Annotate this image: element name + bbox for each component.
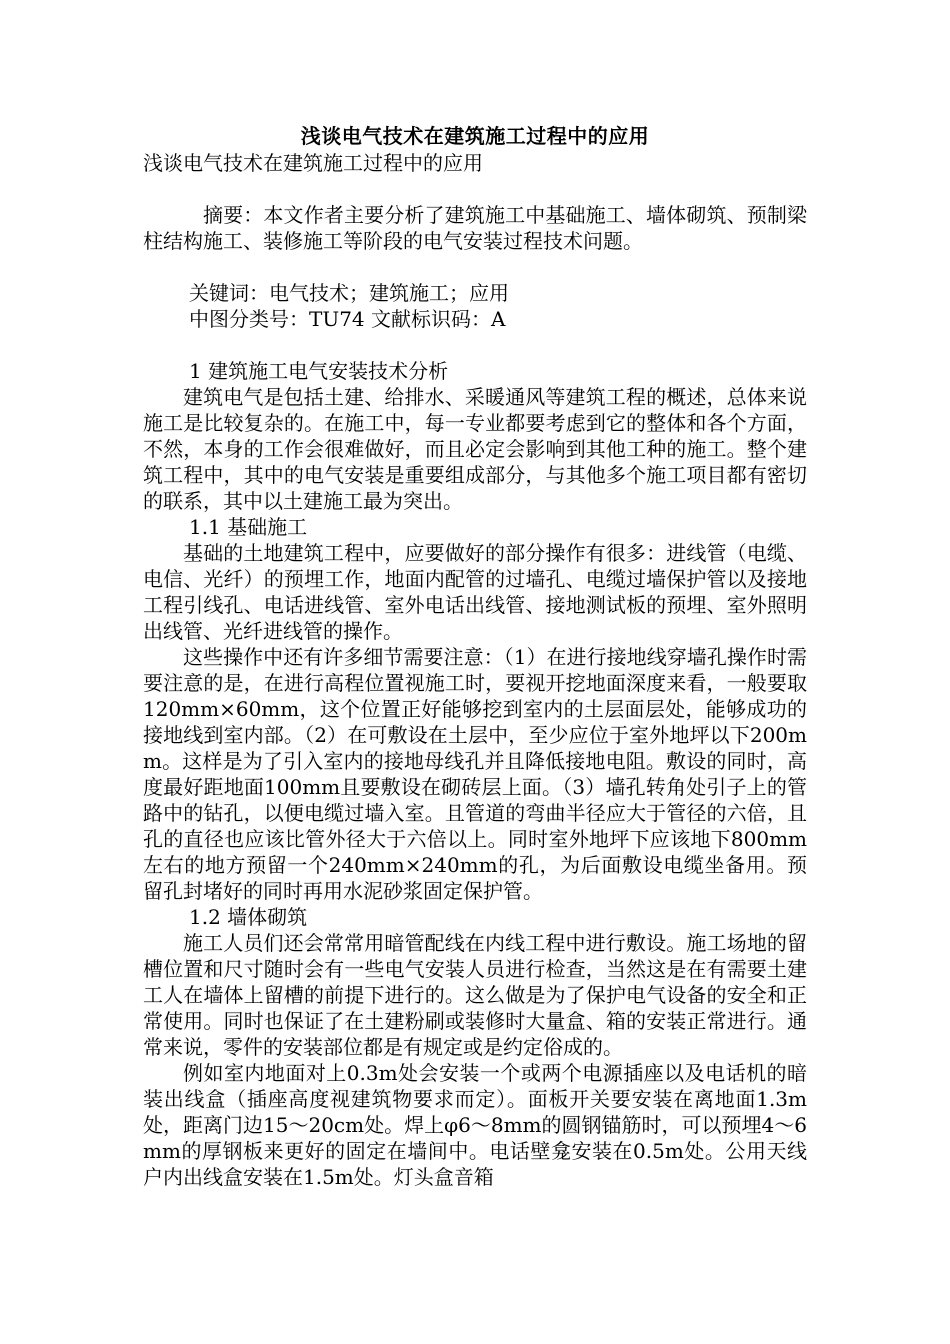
section-1-2-paragraph-2: 例如室内地面对上0.3m处会安装一个或两个电源插座以及电话机的暗装出线盒（插座高度视建筑物要求而定）。面板开关要安装在离地面1.3m处，距离门边15～20cm处。焊上φ6～8mm的圆钢锚筋时，可以预埋4～6mm的厚钢板来更好的固定在墙间中。电话壁龛安装在0.5m处。公用天线户内出线盒安装在1.5m处。灯头盒音箱 (143, 1061, 807, 1189)
spacer (143, 254, 807, 280)
classification-line: 中图分类号：TU74 文献标识码：A (189, 307, 506, 331)
section-1-2-paragraph-1: 施工人员们还会常常用暗管配线在内线工程中进行敷设。施工场地的留槽位置和尺寸随时会有一些电气安装人员进行检查，当然这是在有需要土建工人在墙体上留槽的前提下进行的。这么做是为了保护电气设备的安全和正常使用。同时也保证了在土建粉刷或装修时大量盒、箱的安装正常进行。通常来说，零件的安装部位都是有规定或是约定俗成的。 (143, 931, 807, 1059)
section-1-1-paragraph-2: 这些操作中还有许多细节需要注意：（1）在进行接地线穿墙孔操作时需要注意的是，在进行高程位置视施工时，要视开挖地面深度来看，一般要取120mm×60mm，这个位置正好能够挖到室内的土层面层处，能够成功的接地线到室内部。（2）在可敷设在土层中，至少应位于室外地坪以下200mm。这样是为了引入室内的接地母线孔并且降低接地电阻。敷设的同时，高度最好距地面100mm且要敷设在砌砖层上面。（3）墙孔转角处引子上的管路中的钻孔，以便电缆过墙入室。且管道的弯曲半径应大于管径的六倍，且孔的直径也应该比管外径大于六倍以上。同时室外地坪下应该地下800mm左右的地方预留一个240mm×240mm的孔，为后面敷设电缆坐备用。预留孔封堵好的同时再用水泥砂浆固定保护管。 (143, 645, 807, 903)
document-subtitle: 浅谈电气技术在建筑施工过程中的应用 (143, 151, 483, 175)
section-1-2-heading: 1.2 墙体砌筑 (189, 905, 308, 929)
abstract-paragraph: 摘要：本文作者主要分析了建筑施工中基础施工、墙体砌筑、预制梁柱结构施工、装修施工等阶段的电气安装过程技术问题。 (143, 203, 807, 253)
spacer (143, 332, 807, 358)
section-1-1-heading: 1.1 基础施工 (189, 515, 308, 539)
section-1-heading: 1 建筑施工电气安装技术分析 (189, 359, 449, 383)
keywords-line: 关键词：电气技术；建筑施工；应用 (189, 281, 509, 305)
document-body (143, 120, 807, 1190)
document-title: 浅谈电气技术在建筑施工过程中的应用 (300, 124, 650, 148)
spacer (143, 176, 807, 202)
section-1-1-paragraph-1: 基础的土地建筑工程中，应要做好的部分操作有很多：进线管（电缆、电信、光纤）的预埋工作，地面内配管的过墙孔、电缆过墙保护管以及接地工程引线孔、电话进线管、室外电话出线管、接地测试板的预埋、室外照明出线管、光纤进线管的操作。 (143, 541, 807, 643)
section-1-paragraph: 建筑电气是包括土建、给排水、采暖通风等建筑工程的概述，总体来说施工是比较复杂的。在施工中，每一专业都要考虑到它的整体和各个方面，不然，本身的工作会很难做好，而且必定会影响到其他工种的施工。整个建筑工程中，其中的电气安装是重要组成部分，与其他多个施工项目都有密切的联系，其中以土建施工最为突出。 (143, 385, 807, 513)
